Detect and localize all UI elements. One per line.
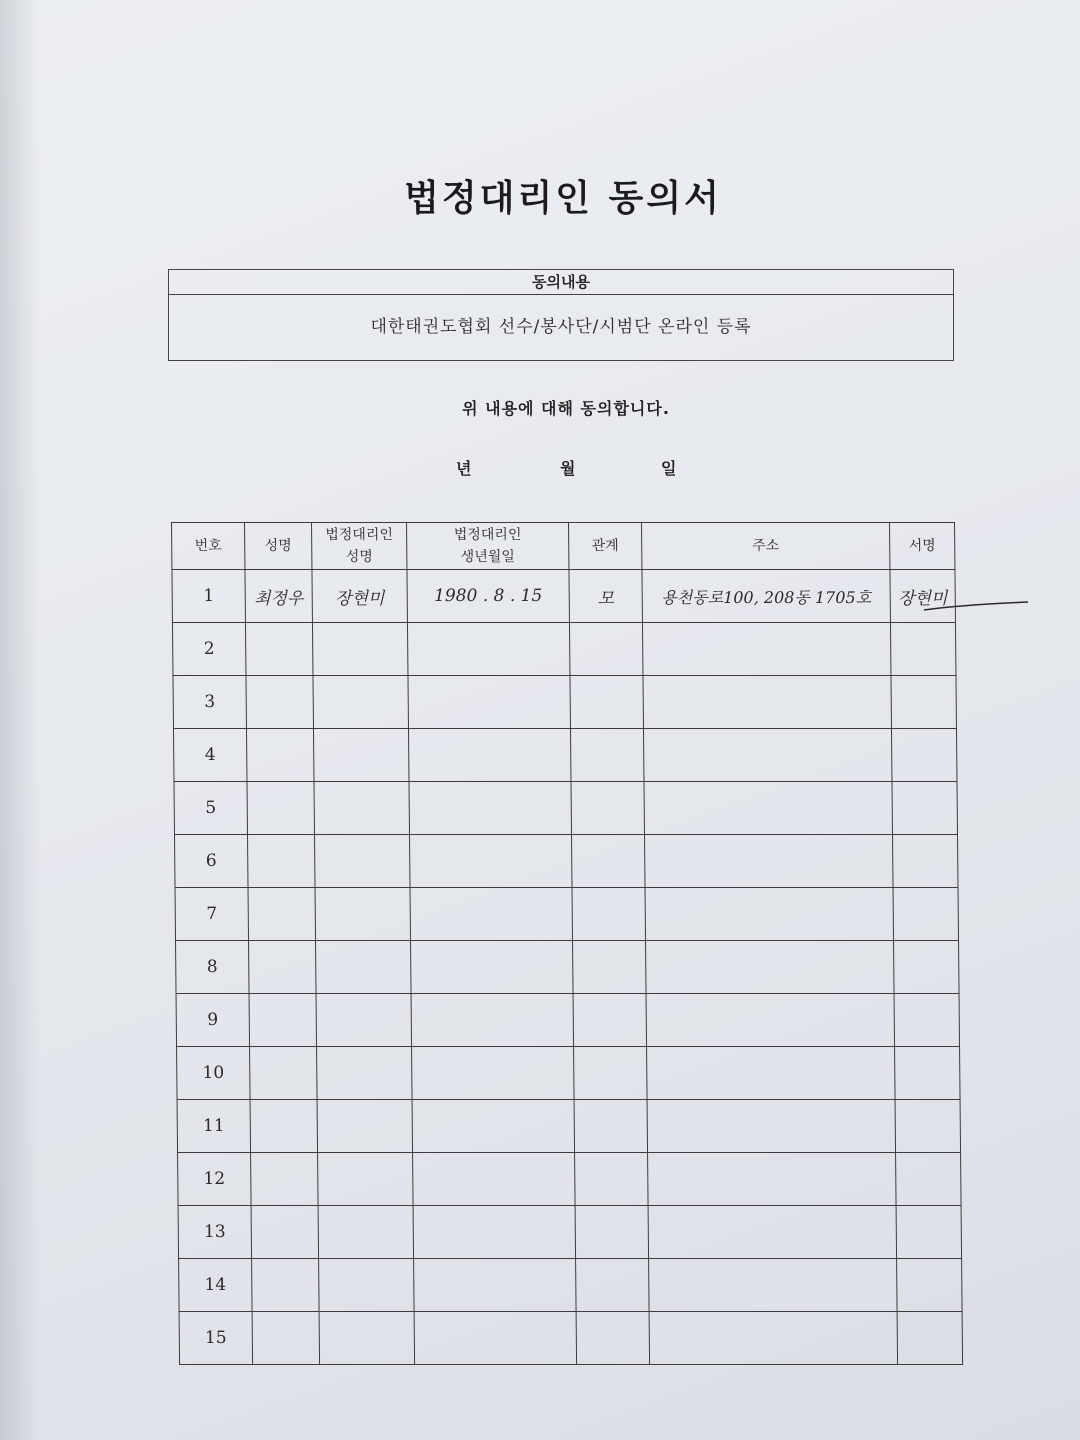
row-name[interactable] bbox=[250, 1047, 318, 1100]
table-row bbox=[178, 1206, 962, 1259]
row-guardian-birth[interactable] bbox=[413, 1206, 576, 1259]
row-address[interactable] bbox=[649, 1312, 898, 1365]
row-address[interactable] bbox=[649, 1259, 898, 1312]
row-number: 2 bbox=[172, 623, 246, 676]
row-guardian-birth[interactable] bbox=[411, 994, 574, 1047]
table-row bbox=[176, 941, 960, 994]
row-signature[interactable] bbox=[893, 888, 959, 941]
row-guardian-name[interactable] bbox=[314, 835, 410, 888]
header-signature: 서명 bbox=[890, 523, 955, 570]
row-signature[interactable] bbox=[892, 835, 958, 888]
row-relation[interactable] bbox=[570, 676, 644, 729]
row-relation[interactable] bbox=[570, 729, 644, 782]
date-month-label: 월 bbox=[560, 459, 576, 478]
row-guardian-birth[interactable] bbox=[413, 1153, 576, 1206]
table-row bbox=[173, 676, 957, 729]
row-name[interactable] bbox=[248, 888, 316, 941]
row-guardian-name[interactable] bbox=[316, 994, 412, 1047]
row-relation[interactable] bbox=[573, 994, 647, 1047]
document-title: 법정대리인 동의서 bbox=[404, 178, 722, 219]
row-signature[interactable] bbox=[896, 1153, 962, 1206]
row-number: 7 bbox=[175, 888, 249, 941]
row-guardian-name[interactable] bbox=[319, 1312, 415, 1365]
row-guardian-birth[interactable] bbox=[408, 676, 571, 729]
row-name[interactable] bbox=[249, 994, 317, 1047]
table-row bbox=[177, 1100, 961, 1153]
row-guardian-birth[interactable] bbox=[409, 835, 572, 888]
header-guardian-name-line1: 법정대리인 bbox=[325, 527, 394, 543]
row-signature[interactable] bbox=[897, 1312, 963, 1365]
row-address[interactable] bbox=[646, 994, 895, 1047]
row-guardian-birth[interactable] bbox=[410, 888, 573, 941]
header-address: 주소 bbox=[642, 523, 890, 570]
row-name[interactable] bbox=[249, 941, 317, 994]
table-row bbox=[179, 1259, 963, 1312]
table-row bbox=[174, 782, 958, 835]
row-guardian-birth[interactable] bbox=[408, 729, 571, 782]
row-relation[interactable] bbox=[574, 1047, 648, 1100]
header-guardian-birth bbox=[407, 523, 569, 570]
row-guardian-birth[interactable] bbox=[407, 623, 570, 676]
date-day-label: 일 bbox=[661, 459, 677, 478]
row-number: 12 bbox=[178, 1153, 252, 1206]
row-number: 13 bbox=[178, 1206, 252, 1259]
row-guardian-name[interactable] bbox=[314, 782, 410, 835]
row-guardian-birth[interactable] bbox=[409, 782, 572, 835]
row-address[interactable] bbox=[648, 1153, 897, 1206]
row-name[interactable] bbox=[245, 623, 313, 676]
row-guardian-birth[interactable] bbox=[414, 1259, 577, 1312]
row-number: 5 bbox=[174, 782, 248, 835]
row-address: 용천동로100, 208동 1705호 bbox=[642, 570, 891, 623]
row-number: 15 bbox=[179, 1312, 253, 1365]
row-guardian-birth[interactable] bbox=[412, 1100, 575, 1153]
row-number: 14 bbox=[179, 1259, 253, 1312]
date-year-label: 년 bbox=[456, 459, 472, 478]
row-guardian-birth: 1980 . 8 . 15 bbox=[407, 570, 570, 623]
header-guardian-name-line2: 성명 bbox=[345, 549, 373, 565]
row-relation[interactable] bbox=[571, 835, 645, 888]
row-address[interactable] bbox=[645, 888, 894, 941]
row-relation[interactable] bbox=[573, 941, 647, 994]
registration-table bbox=[171, 522, 963, 1365]
row-guardian-birth[interactable] bbox=[414, 1312, 577, 1365]
row-signature[interactable] bbox=[891, 729, 957, 782]
row-number: 1 bbox=[172, 570, 246, 623]
table-row bbox=[172, 570, 956, 623]
row-name[interactable] bbox=[247, 782, 315, 835]
header-number: 번호 bbox=[172, 523, 245, 570]
row-address[interactable] bbox=[647, 1047, 896, 1100]
row-address[interactable] bbox=[644, 835, 893, 888]
row-number: 9 bbox=[176, 994, 250, 1047]
row-name[interactable] bbox=[247, 835, 315, 888]
row-guardian-name[interactable] bbox=[315, 888, 411, 941]
row-address[interactable] bbox=[643, 729, 892, 782]
table-row bbox=[175, 888, 959, 941]
row-signature[interactable] bbox=[894, 941, 960, 994]
row-guardian-name[interactable] bbox=[312, 623, 408, 676]
row-signature[interactable] bbox=[896, 1206, 962, 1259]
row-address[interactable] bbox=[647, 1100, 896, 1153]
row-signature[interactable] bbox=[897, 1259, 963, 1312]
row-guardian-name[interactable] bbox=[313, 729, 409, 782]
row-guardian-birth[interactable] bbox=[411, 941, 574, 994]
table-row bbox=[179, 1312, 963, 1365]
header-relation: 관계 bbox=[569, 523, 642, 570]
row-signature[interactable] bbox=[895, 1100, 961, 1153]
row-address[interactable] bbox=[642, 623, 891, 676]
row-number: 8 bbox=[176, 941, 250, 994]
table-row bbox=[177, 1047, 961, 1100]
row-number: 6 bbox=[174, 835, 248, 888]
table-row bbox=[173, 729, 957, 782]
row-signature[interactable] bbox=[890, 623, 956, 676]
row-name[interactable] bbox=[251, 1153, 319, 1206]
header-guardian-name bbox=[312, 523, 407, 570]
row-relation[interactable] bbox=[575, 1206, 649, 1259]
row-signature[interactable] bbox=[894, 994, 960, 1047]
row-relation[interactable] bbox=[574, 1100, 648, 1153]
signature-underline-stroke bbox=[922, 600, 1032, 614]
table-row bbox=[178, 1153, 962, 1206]
row-signature[interactable] bbox=[891, 676, 957, 729]
registration-table-wrap bbox=[171, 522, 963, 1365]
row-address[interactable] bbox=[644, 782, 893, 835]
consent-body: 대한태권도협회 선수/봉사단/시범단 온라인 등록 bbox=[370, 317, 752, 337]
row-relation: 모 bbox=[569, 570, 643, 623]
row-name[interactable] bbox=[252, 1259, 320, 1312]
row-guardian-name[interactable] bbox=[319, 1259, 415, 1312]
row-name[interactable] bbox=[246, 676, 314, 729]
row-address[interactable] bbox=[648, 1206, 897, 1259]
table-row bbox=[174, 835, 958, 888]
row-relation[interactable] bbox=[571, 782, 645, 835]
row-name[interactable] bbox=[250, 1100, 318, 1153]
row-relation[interactable] bbox=[572, 888, 646, 941]
agreement-statement: 위 내용에 대해 동의합니다. bbox=[462, 399, 670, 418]
row-guardian-name: 장현미 bbox=[312, 570, 408, 623]
table-row bbox=[172, 623, 956, 676]
row-guardian-name[interactable] bbox=[317, 1100, 413, 1153]
table-row bbox=[176, 994, 960, 1047]
row-guardian-birth[interactable] bbox=[412, 1047, 575, 1100]
consent-box bbox=[168, 269, 954, 361]
header-name: 성명 bbox=[245, 523, 312, 570]
row-address[interactable] bbox=[643, 676, 892, 729]
table-header-row bbox=[172, 523, 955, 570]
row-number: 4 bbox=[173, 729, 247, 782]
header-guardian-birth-line2: 생년월일 bbox=[460, 549, 515, 565]
header-guardian-birth-line1: 법정대리인 bbox=[453, 527, 522, 543]
row-relation[interactable] bbox=[576, 1312, 650, 1365]
row-signature: 장현미 bbox=[890, 570, 956, 623]
consent-header: 동의내용 bbox=[169, 270, 953, 295]
row-name[interactable] bbox=[246, 729, 314, 782]
row-signature[interactable] bbox=[895, 1047, 961, 1100]
row-relation[interactable] bbox=[569, 623, 643, 676]
row-guardian-name[interactable] bbox=[316, 941, 412, 994]
row-guardian-name[interactable] bbox=[318, 1153, 414, 1206]
row-number: 10 bbox=[177, 1047, 251, 1100]
row-number: 3 bbox=[173, 676, 247, 729]
row-address[interactable] bbox=[646, 941, 895, 994]
row-guardian-name[interactable] bbox=[313, 676, 409, 729]
row-name[interactable] bbox=[251, 1206, 319, 1259]
row-signature[interactable] bbox=[892, 782, 958, 835]
row-name: 최정우 bbox=[245, 570, 313, 623]
row-relation[interactable] bbox=[576, 1259, 650, 1312]
row-name[interactable] bbox=[252, 1312, 320, 1365]
row-guardian-name[interactable] bbox=[318, 1206, 414, 1259]
row-guardian-name[interactable] bbox=[317, 1047, 413, 1100]
row-relation[interactable] bbox=[575, 1153, 649, 1206]
row-number: 11 bbox=[177, 1100, 251, 1153]
